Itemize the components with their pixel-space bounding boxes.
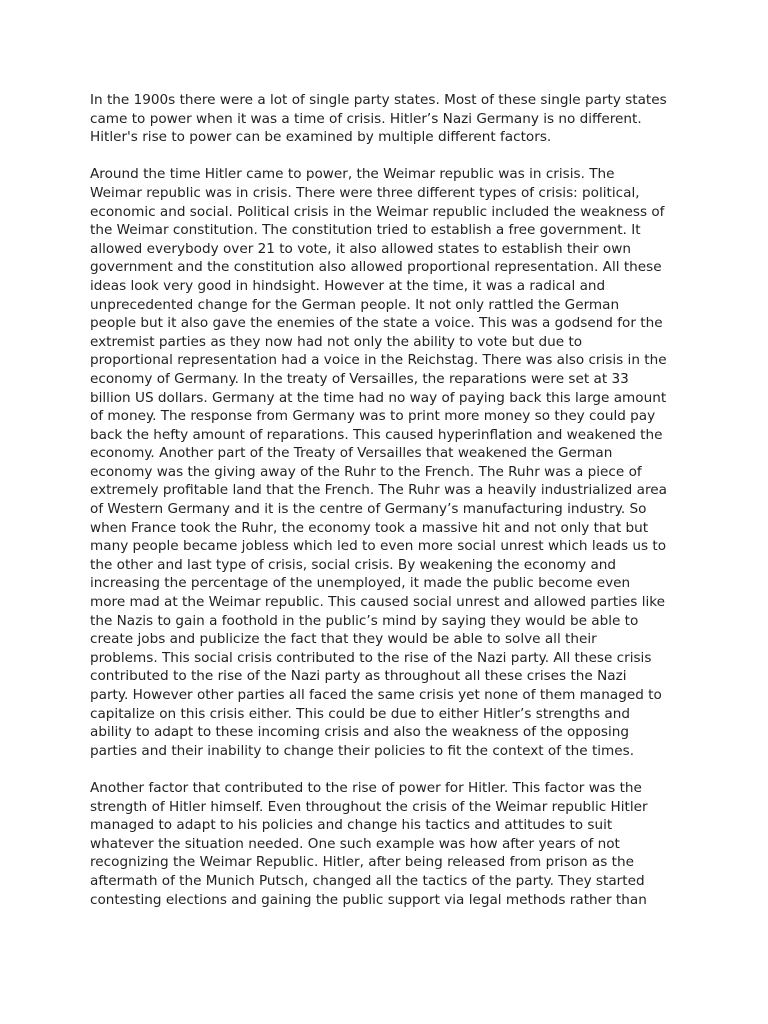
text-line: Hitler's rise to power can be examined by multiple different factors.: [90, 129, 552, 146]
text-line: the Weimar constitution. The constitution tried to establish a free government. It: [90, 222, 641, 239]
paragraph: [90, 779, 690, 909]
text-line: the Nazis to gain a foothold in the public’s mind by saying they would be able to: [90, 612, 639, 629]
text-line: economy. Another part of the Treaty of Versailles that weakened the German: [90, 445, 613, 462]
text-line: ideas look very good in hindsight. However at the time, it was a radical and: [90, 277, 606, 294]
text-line: extremely profitable land that the French. The Ruhr was a heavily industrialized area: [90, 482, 667, 499]
text-line: ability to adapt to these incoming crisis and also the weakness of the opposing: [90, 724, 629, 741]
text-line: proportional representation had a voice in the Reichstag. There was also crisis in the: [90, 352, 667, 369]
text-line: contesting elections and gaining the public support via legal methods rather than: [90, 891, 647, 908]
paragraph: [90, 91, 690, 147]
text-line: create jobs and publicize the fact that they would be able to solve all their: [90, 631, 597, 648]
text-line: people but it also gave the enemies of the state a voice. This was a godsend for the: [90, 315, 663, 332]
text-line: of money. The response from Germany was to print more money so they could pay: [90, 408, 656, 425]
text-line: unprecedented change for the German people. It not only rattled the German: [90, 296, 620, 313]
text-line: managed to adapt to his policies and change his tactics and attitudes to suit: [90, 817, 613, 834]
text-line: recognizing the Weimar Republic. Hitler, after being released from prison as the: [90, 854, 634, 871]
text-line: billion US dollars. Germany at the time had no way of paying back this large amount: [90, 389, 667, 406]
text-line: increasing the percentage of the unemployed, it made the public become even: [90, 575, 631, 592]
text-line: Another factor that contributed to the rise of power for Hitler. This factor was the: [90, 779, 642, 796]
text-line: came to power when it was a time of crisis. Hitler’s Nazi Germany is no different.: [90, 110, 642, 127]
text-line: economy of Germany. In the treaty of Versailles, the reparations were set at 33: [90, 370, 629, 387]
text-line: contributed to the rise of the Nazi party as throughout all these crises the Nazi: [90, 668, 627, 685]
text-line: the other and last type of crisis, social crisis. By weakening the economy and: [90, 556, 617, 573]
text-line: problems. This social crisis contributed to the rise of the Nazi party. All these crisis: [90, 649, 652, 666]
document-body: [90, 91, 690, 928]
text-line: allowed everybody over 21 to vote, it also allowed states to establish their own: [90, 240, 631, 257]
text-line: extremist parties as they now had not only the ability to vote but due to: [90, 333, 583, 350]
text-line: aftermath of the Munich Putsch, changed all the tactics of the party. They started: [90, 872, 645, 889]
text-line: many people became jobless which led to even more social unrest which leads us to: [90, 538, 667, 555]
text-line: strength of Hitler himself. Even throughout the crisis of the Weimar republic Hitler: [90, 798, 648, 815]
paragraph: [90, 165, 690, 760]
text-line: economic and social. Political crisis in the Weimar republic included the weakness of: [90, 203, 665, 220]
text-line: back the hefty amount of reparations. This caused hyperinflation and weakened the: [90, 426, 663, 443]
text-line: economy was the giving away of the Ruhr to the French. The Ruhr was a piece of: [90, 463, 642, 480]
text-line: In the 1900s there were a lot of single party states. Most of these single party states: [90, 92, 667, 108]
text-line: of Western Germany and it is the centre of Germany’s manufacturing industry. So: [90, 501, 647, 518]
text-line: parties and their inability to change their policies to fit the context of the times.: [90, 742, 635, 759]
text-line: whatever the situation needed. One such example was how after years of not: [90, 835, 620, 852]
text-line: government and the constitution also allowed proportional representation. All these: [90, 259, 662, 276]
text-line: when France took the Ruhr, the economy took a massive hit and not only that but: [90, 519, 649, 536]
text-line: Weimar republic was in crisis. There were three different types of crisis: political,: [90, 184, 640, 201]
text-line: more mad at the Weimar republic. This caused social unrest and allowed parties like: [90, 594, 665, 611]
text-line: Around the time Hitler came to power, the Weimar republic was in crisis. The: [90, 166, 615, 183]
text-line: capitalize on this crisis either. This could be due to either Hitler’s strengths and: [90, 705, 630, 722]
text-line: party. However other parties all faced the same crisis yet none of them managed to: [90, 687, 662, 703]
